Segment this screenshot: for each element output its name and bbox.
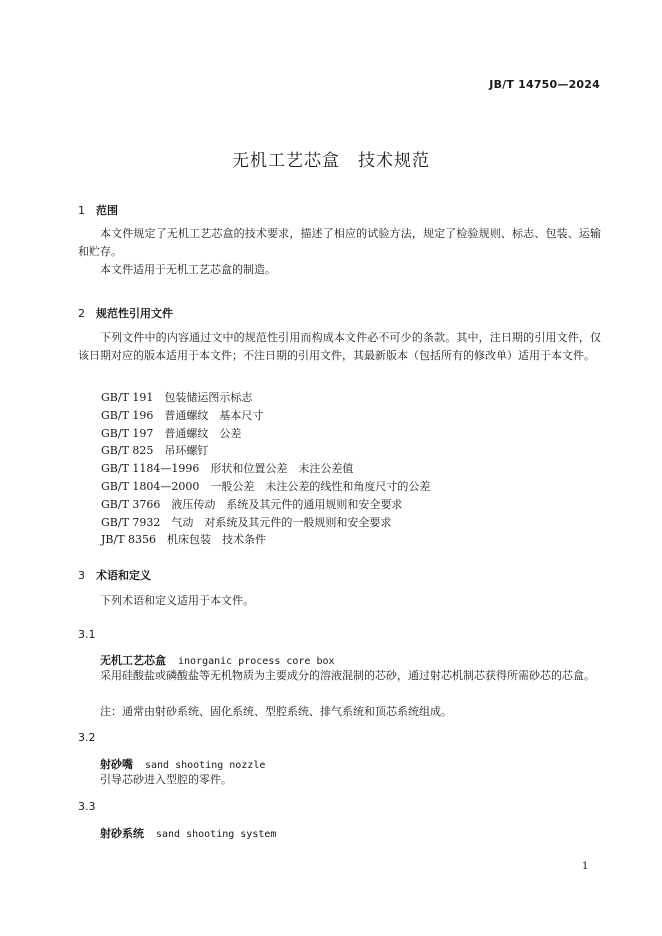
title-part-2: 技术规范 — [358, 151, 430, 171]
section-number: 2 — [78, 307, 85, 320]
section-heading-normative-references — [78, 305, 173, 321]
reference-item: GB/T 197 普通螺纹 公差 — [101, 426, 242, 440]
reference-item: GB/T 196 普通螺纹 基本尺寸 — [101, 408, 264, 422]
page-number: 1 — [582, 861, 589, 872]
reference-list — [101, 389, 430, 549]
term-number: 3.3 — [78, 800, 96, 813]
term-chinese: 射砂系统 — [100, 827, 144, 840]
term-english: sand shooting nozzle — [145, 760, 266, 771]
reference-item: GB/T 191 包装储运图示标志 — [101, 391, 253, 404]
term-chinese: 射砂嘴 — [100, 758, 133, 771]
term-number: 3.1 — [78, 628, 96, 641]
section-number: 3 — [78, 569, 85, 582]
reference-item: GB/T 3766 液压传动 系统及其元件的通用规则和安全要求 — [101, 497, 403, 511]
section-heading-scope — [78, 202, 118, 218]
section-title: 规范性引用文件 — [96, 307, 173, 320]
standard-code: JB/T 14750—2024 — [489, 78, 600, 91]
term-english: sand shooting system — [156, 829, 277, 840]
term-heading — [100, 825, 276, 841]
terms-intro-paragraph: 下列术语和定义适用于本文件。 — [100, 594, 254, 607]
reference-item: GB/T 7932 气动 对系统及其元件的一般规则和安全要求 — [101, 515, 392, 529]
term-heading — [100, 756, 265, 772]
title-part-1: 无机工艺芯盒 — [232, 151, 340, 171]
term-number: 3.2 — [78, 731, 96, 744]
term-heading — [100, 652, 335, 668]
reference-item: GB/T 1184—1996 形状和位置公差 未注公差值 — [101, 462, 354, 476]
term-definition: 采用硅酸盐或磷酸盐等无机物质为主要成分的溶液混制的芯砂，通过射芯机制芯获得所需砂芯的芯盒。 — [100, 669, 595, 682]
section-heading-terms-definitions — [78, 567, 151, 583]
term-english: inorganic process core box — [178, 656, 335, 667]
scope-paragraph: 本文件规定了无机工艺芯盒的技术要求，描述了相应的试验方法，规定了检验规则、标志、包装、运输和贮存。 — [78, 227, 601, 258]
section-title: 术语和定义 — [96, 569, 151, 582]
reference-item: GB/T 825 吊环螺钉 — [101, 444, 209, 458]
term-note: 注：通常由射砂系统、固化系统、型腔系统、排气系统和顶芯系统组成。 — [100, 705, 452, 718]
scope-paragraph: 本文件适用于无机工艺芯盒的制造。 — [100, 263, 276, 276]
document-title — [0, 146, 662, 171]
reference-item: JB/T 8356 机床包装 技术条件 — [101, 533, 267, 547]
section-number: 1 — [78, 204, 85, 217]
section-title: 范围 — [96, 204, 118, 217]
references-intro-paragraph: 下列文件中的内容通过文中的规范性引用而构成本文件必不可少的条款。其中，注日期的引用文件，仅该日期对应的版本适用于本文件；不注日期的引用文件，其最新版本（包括所有的修改单）适用于本文件。 — [78, 331, 601, 362]
term-definition: 引导芯砂进入型腔的零件。 — [100, 773, 232, 786]
term-chinese: 无机工艺芯盒 — [100, 654, 166, 667]
reference-item: GB/T 1804—2000 一般公差 未注公差的线性和角度尺寸的公差 — [101, 479, 431, 493]
